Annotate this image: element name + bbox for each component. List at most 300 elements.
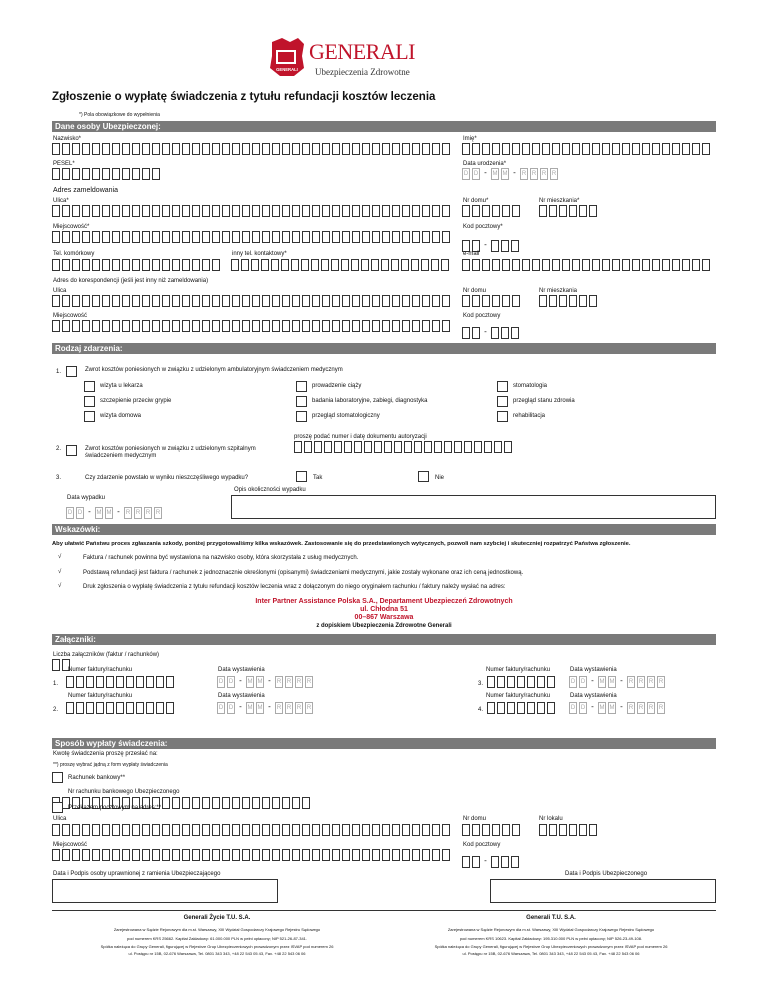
char-box[interactable] [352, 295, 360, 307]
char-box[interactable] [282, 205, 290, 217]
char-box[interactable] [212, 320, 220, 332]
char-box[interactable] [462, 143, 470, 155]
char-box[interactable] [391, 259, 399, 271]
accident-date-field[interactable] [66, 507, 164, 519]
char-box[interactable] [401, 259, 409, 271]
char-box[interactable] [132, 849, 140, 861]
char-box[interactable] [562, 143, 570, 155]
char-box[interactable] [102, 205, 110, 217]
corr-street-field[interactable] [52, 295, 452, 307]
char-box[interactable] [102, 295, 110, 307]
char-box[interactable] [702, 259, 710, 271]
char-box[interactable] [342, 231, 350, 243]
char-box[interactable] [102, 143, 110, 155]
char-box[interactable] [442, 231, 450, 243]
char-box[interactable] [192, 797, 200, 809]
char-box[interactable] [372, 231, 380, 243]
char-box[interactable] [132, 168, 140, 180]
char-box[interactable] [62, 205, 70, 217]
char-box[interactable] [231, 259, 239, 271]
char-box[interactable] [202, 824, 210, 836]
char-box[interactable] [62, 849, 70, 861]
char-box[interactable] [112, 295, 120, 307]
char-box[interactable] [462, 856, 470, 868]
char-box[interactable] [202, 797, 210, 809]
char-box[interactable] [202, 205, 210, 217]
char-box[interactable] [422, 320, 430, 332]
date-char-box[interactable]: M [105, 507, 113, 519]
char-box[interactable] [472, 205, 480, 217]
char-box[interactable] [132, 205, 140, 217]
char-box[interactable] [132, 295, 140, 307]
char-box[interactable] [281, 259, 289, 271]
char-box[interactable] [672, 143, 680, 155]
char-box[interactable] [482, 205, 490, 217]
char-box[interactable] [539, 295, 547, 307]
checkbox-yes[interactable] [296, 471, 307, 482]
char-box[interactable] [321, 259, 329, 271]
char-box[interactable] [262, 320, 270, 332]
char-box[interactable] [122, 824, 130, 836]
char-box[interactable] [222, 797, 230, 809]
char-box[interactable] [272, 295, 280, 307]
char-box[interactable] [142, 259, 150, 271]
char-box[interactable] [572, 259, 580, 271]
char-box[interactable] [232, 295, 240, 307]
char-box[interactable] [192, 295, 200, 307]
date-char-box[interactable]: D [227, 676, 235, 688]
char-box[interactable] [132, 259, 140, 271]
char-box[interactable] [212, 205, 220, 217]
char-box[interactable] [382, 824, 390, 836]
char-box[interactable] [497, 702, 505, 714]
date-char-box[interactable]: M [95, 507, 103, 519]
char-box[interactable] [382, 849, 390, 861]
char-box[interactable] [362, 143, 370, 155]
char-box[interactable] [82, 168, 90, 180]
char-box[interactable] [441, 259, 449, 271]
char-box[interactable] [242, 320, 250, 332]
date-char-box[interactable]: D [462, 168, 470, 180]
invoice-1-date-field[interactable] [217, 676, 315, 688]
char-box[interactable] [322, 205, 330, 217]
char-box[interactable] [142, 824, 150, 836]
char-box[interactable] [537, 702, 545, 714]
char-box[interactable] [311, 259, 319, 271]
char-box[interactable] [412, 320, 420, 332]
char-box[interactable] [192, 259, 200, 271]
char-box[interactable] [342, 205, 350, 217]
char-box[interactable] [162, 295, 170, 307]
char-box[interactable] [222, 143, 230, 155]
char-box[interactable] [192, 143, 200, 155]
char-box[interactable] [362, 231, 370, 243]
date-char-box[interactable]: D [579, 676, 587, 688]
char-box[interactable] [382, 231, 390, 243]
char-box[interactable] [334, 441, 342, 453]
char-box[interactable] [312, 295, 320, 307]
date-char-box[interactable]: M [246, 676, 254, 688]
char-box[interactable] [92, 295, 100, 307]
char-box[interactable] [102, 824, 110, 836]
char-box[interactable] [272, 143, 280, 155]
char-box[interactable] [172, 824, 180, 836]
char-box[interactable] [442, 205, 450, 217]
char-box[interactable] [182, 259, 190, 271]
char-box[interactable] [282, 824, 290, 836]
char-box[interactable] [122, 295, 130, 307]
char-box[interactable] [291, 259, 299, 271]
char-box[interactable] [282, 295, 290, 307]
char-box[interactable] [402, 295, 410, 307]
house-number-field[interactable] [462, 205, 522, 217]
char-box[interactable] [302, 849, 310, 861]
char-box[interactable] [487, 702, 495, 714]
accident-description-field[interactable] [231, 495, 716, 519]
checkbox-bank-account[interactable] [52, 772, 63, 783]
date-char-box[interactable]: R [285, 676, 293, 688]
char-box[interactable] [472, 143, 480, 155]
date-char-box[interactable]: M [598, 676, 606, 688]
checkbox-item-1[interactable] [84, 381, 95, 392]
char-box[interactable] [292, 824, 300, 836]
char-box[interactable] [547, 702, 555, 714]
char-box[interactable] [172, 295, 180, 307]
char-box[interactable] [86, 676, 94, 688]
char-box[interactable] [702, 143, 710, 155]
char-box[interactable] [72, 849, 80, 861]
char-box[interactable] [402, 849, 410, 861]
char-box[interactable] [372, 320, 380, 332]
char-box[interactable] [122, 320, 130, 332]
char-box[interactable] [52, 824, 60, 836]
char-box[interactable] [492, 259, 500, 271]
char-box[interactable] [501, 327, 509, 339]
checkbox-item-6[interactable] [497, 396, 508, 407]
flat-number-field[interactable] [539, 205, 599, 217]
char-box[interactable] [364, 441, 372, 453]
char-box[interactable] [232, 231, 240, 243]
char-box[interactable] [472, 327, 480, 339]
char-box[interactable] [172, 797, 180, 809]
char-box[interactable] [52, 259, 60, 271]
date-char-box[interactable]: R [657, 702, 665, 714]
date-char-box[interactable]: R [647, 702, 655, 714]
char-box[interactable] [222, 824, 230, 836]
char-box[interactable] [539, 824, 547, 836]
char-box[interactable] [112, 205, 120, 217]
char-box[interactable] [172, 259, 180, 271]
char-box[interactable] [392, 320, 400, 332]
char-box[interactable] [487, 676, 495, 688]
char-box[interactable] [162, 849, 170, 861]
char-box[interactable] [82, 824, 90, 836]
char-box[interactable] [92, 231, 100, 243]
char-box[interactable] [272, 320, 280, 332]
other-phone-field[interactable] [231, 259, 451, 271]
payment-unit-number-field[interactable] [539, 824, 599, 836]
nazwisko-field[interactable] [52, 143, 452, 155]
char-box[interactable] [352, 143, 360, 155]
char-box[interactable] [72, 143, 80, 155]
char-box[interactable] [122, 205, 130, 217]
char-box[interactable] [642, 259, 650, 271]
char-box[interactable] [292, 320, 300, 332]
char-box[interactable] [412, 824, 420, 836]
char-box[interactable] [182, 143, 190, 155]
street-field[interactable] [52, 205, 452, 217]
char-box[interactable] [52, 143, 60, 155]
signature-insured-field[interactable] [490, 879, 716, 903]
date-char-box[interactable]: R [657, 676, 665, 688]
char-box[interactable] [152, 231, 160, 243]
char-box[interactable] [527, 676, 535, 688]
char-box[interactable] [272, 849, 280, 861]
char-box[interactable] [582, 259, 590, 271]
char-box[interactable] [432, 295, 440, 307]
char-box[interactable] [302, 231, 310, 243]
invoice-1-number-field[interactable] [66, 676, 176, 688]
char-box[interactable] [162, 231, 170, 243]
date-char-box[interactable]: M [491, 168, 499, 180]
char-box[interactable] [92, 259, 100, 271]
char-box[interactable] [472, 259, 480, 271]
char-box[interactable] [442, 295, 450, 307]
char-box[interactable] [552, 259, 560, 271]
char-box[interactable] [232, 849, 240, 861]
char-box[interactable] [542, 259, 550, 271]
char-box[interactable] [92, 824, 100, 836]
char-box[interactable] [527, 702, 535, 714]
date-char-box[interactable]: D [217, 702, 225, 714]
char-box[interactable] [602, 259, 610, 271]
char-box[interactable] [472, 856, 480, 868]
char-box[interactable] [332, 143, 340, 155]
char-box[interactable] [132, 231, 140, 243]
char-box[interactable] [322, 231, 330, 243]
char-box[interactable] [136, 702, 144, 714]
char-box[interactable] [422, 231, 430, 243]
char-box[interactable] [242, 205, 250, 217]
char-box[interactable] [156, 702, 164, 714]
char-box[interactable] [112, 824, 120, 836]
char-box[interactable] [126, 702, 134, 714]
char-box[interactable] [382, 320, 390, 332]
char-box[interactable] [172, 143, 180, 155]
char-box[interactable] [422, 205, 430, 217]
char-box[interactable] [292, 205, 300, 217]
char-box[interactable] [252, 231, 260, 243]
char-box[interactable] [122, 143, 130, 155]
date-char-box[interactable]: R [305, 702, 313, 714]
char-box[interactable] [242, 849, 250, 861]
char-box[interactable] [632, 259, 640, 271]
char-box[interactable] [312, 231, 320, 243]
char-box[interactable] [232, 205, 240, 217]
date-char-box[interactable]: R [124, 507, 132, 519]
char-box[interactable] [612, 143, 620, 155]
char-box[interactable] [162, 205, 170, 217]
char-box[interactable] [282, 849, 290, 861]
char-box[interactable] [352, 824, 360, 836]
char-box[interactable] [332, 231, 340, 243]
char-box[interactable] [312, 143, 320, 155]
char-box[interactable] [262, 295, 270, 307]
date-char-box[interactable]: D [472, 168, 480, 180]
char-box[interactable] [262, 231, 270, 243]
char-box[interactable] [261, 259, 269, 271]
char-box[interactable] [462, 824, 470, 836]
char-box[interactable] [331, 259, 339, 271]
char-box[interactable] [172, 205, 180, 217]
char-box[interactable] [392, 824, 400, 836]
char-box[interactable] [212, 824, 220, 836]
date-char-box[interactable]: R [154, 507, 162, 519]
char-box[interactable] [72, 259, 80, 271]
char-box[interactable] [421, 259, 429, 271]
char-box[interactable] [166, 702, 174, 714]
char-box[interactable] [482, 295, 490, 307]
char-box[interactable] [434, 441, 442, 453]
char-box[interactable] [589, 824, 597, 836]
char-box[interactable] [241, 259, 249, 271]
checkbox-item-2[interactable] [296, 381, 307, 392]
char-box[interactable] [212, 231, 220, 243]
char-box[interactable] [182, 295, 190, 307]
char-box[interactable] [432, 320, 440, 332]
char-box[interactable] [352, 205, 360, 217]
char-box[interactable] [82, 849, 90, 861]
char-box[interactable] [136, 676, 144, 688]
char-box[interactable] [162, 824, 170, 836]
char-box[interactable] [322, 143, 330, 155]
char-box[interactable] [549, 824, 557, 836]
char-box[interactable] [292, 849, 300, 861]
checkbox-no[interactable] [418, 471, 429, 482]
char-box[interactable] [312, 849, 320, 861]
char-box[interactable] [672, 259, 680, 271]
char-box[interactable] [132, 143, 140, 155]
char-box[interactable] [182, 320, 190, 332]
char-box[interactable] [182, 231, 190, 243]
char-box[interactable] [152, 205, 160, 217]
char-box[interactable] [252, 320, 260, 332]
char-box[interactable] [532, 259, 540, 271]
char-box[interactable] [442, 320, 450, 332]
char-box[interactable] [192, 231, 200, 243]
char-box[interactable] [106, 702, 114, 714]
invoice-4-date-field[interactable] [569, 702, 667, 714]
char-box[interactable] [372, 849, 380, 861]
char-box[interactable] [52, 295, 60, 307]
char-box[interactable] [432, 205, 440, 217]
char-box[interactable] [342, 849, 350, 861]
date-char-box[interactable]: R [285, 702, 293, 714]
char-box[interactable] [112, 168, 120, 180]
char-box[interactable] [192, 320, 200, 332]
char-box[interactable] [362, 205, 370, 217]
char-box[interactable] [559, 824, 567, 836]
char-box[interactable] [52, 205, 60, 217]
char-box[interactable] [374, 441, 382, 453]
char-box[interactable] [602, 143, 610, 155]
date-char-box[interactable]: R [647, 676, 655, 688]
char-box[interactable] [292, 797, 300, 809]
char-box[interactable] [162, 320, 170, 332]
char-box[interactable] [302, 797, 310, 809]
date-char-box[interactable]: R [520, 168, 528, 180]
date-char-box[interactable]: M [256, 702, 264, 714]
char-box[interactable] [342, 320, 350, 332]
char-box[interactable] [412, 143, 420, 155]
char-box[interactable] [102, 168, 110, 180]
char-box[interactable] [82, 320, 90, 332]
char-box[interactable] [511, 240, 519, 252]
char-box[interactable] [372, 143, 380, 155]
char-box[interactable] [402, 205, 410, 217]
char-box[interactable] [222, 295, 230, 307]
char-box[interactable] [126, 676, 134, 688]
char-box[interactable] [272, 797, 280, 809]
char-box[interactable] [502, 824, 510, 836]
char-box[interactable] [52, 231, 60, 243]
char-box[interactable] [511, 856, 519, 868]
char-box[interactable] [522, 259, 530, 271]
char-box[interactable] [322, 295, 330, 307]
char-box[interactable] [92, 205, 100, 217]
char-box[interactable] [652, 143, 660, 155]
imie-field[interactable] [462, 143, 712, 155]
char-box[interactable] [212, 295, 220, 307]
char-box[interactable] [142, 231, 150, 243]
char-box[interactable] [491, 327, 499, 339]
date-char-box[interactable]: R [627, 702, 635, 714]
char-box[interactable] [96, 676, 104, 688]
char-box[interactable] [222, 320, 230, 332]
char-box[interactable] [412, 295, 420, 307]
birth-date-field[interactable] [462, 168, 560, 180]
mobile-phone-field[interactable] [52, 259, 222, 271]
char-box[interactable] [692, 259, 700, 271]
char-box[interactable] [301, 259, 309, 271]
checkbox-ambulatory[interactable] [66, 366, 77, 377]
char-box[interactable] [502, 259, 510, 271]
char-box[interactable] [252, 295, 260, 307]
char-box[interactable] [512, 824, 520, 836]
char-box[interactable] [112, 143, 120, 155]
char-box[interactable] [472, 824, 480, 836]
char-box[interactable] [162, 797, 170, 809]
char-box[interactable] [404, 441, 412, 453]
char-box[interactable] [152, 320, 160, 332]
char-box[interactable] [612, 259, 620, 271]
char-box[interactable] [202, 320, 210, 332]
char-box[interactable] [579, 205, 587, 217]
char-box[interactable] [232, 824, 240, 836]
checkbox-hospital[interactable] [66, 445, 77, 456]
char-box[interactable] [322, 824, 330, 836]
date-char-box[interactable]: D [569, 702, 577, 714]
char-box[interactable] [422, 824, 430, 836]
signature-insurer-field[interactable] [52, 879, 278, 903]
char-box[interactable] [92, 168, 100, 180]
char-box[interactable] [332, 295, 340, 307]
char-box[interactable] [66, 702, 74, 714]
char-box[interactable] [491, 856, 499, 868]
char-box[interactable] [294, 441, 302, 453]
char-box[interactable] [482, 143, 490, 155]
char-box[interactable] [106, 676, 114, 688]
